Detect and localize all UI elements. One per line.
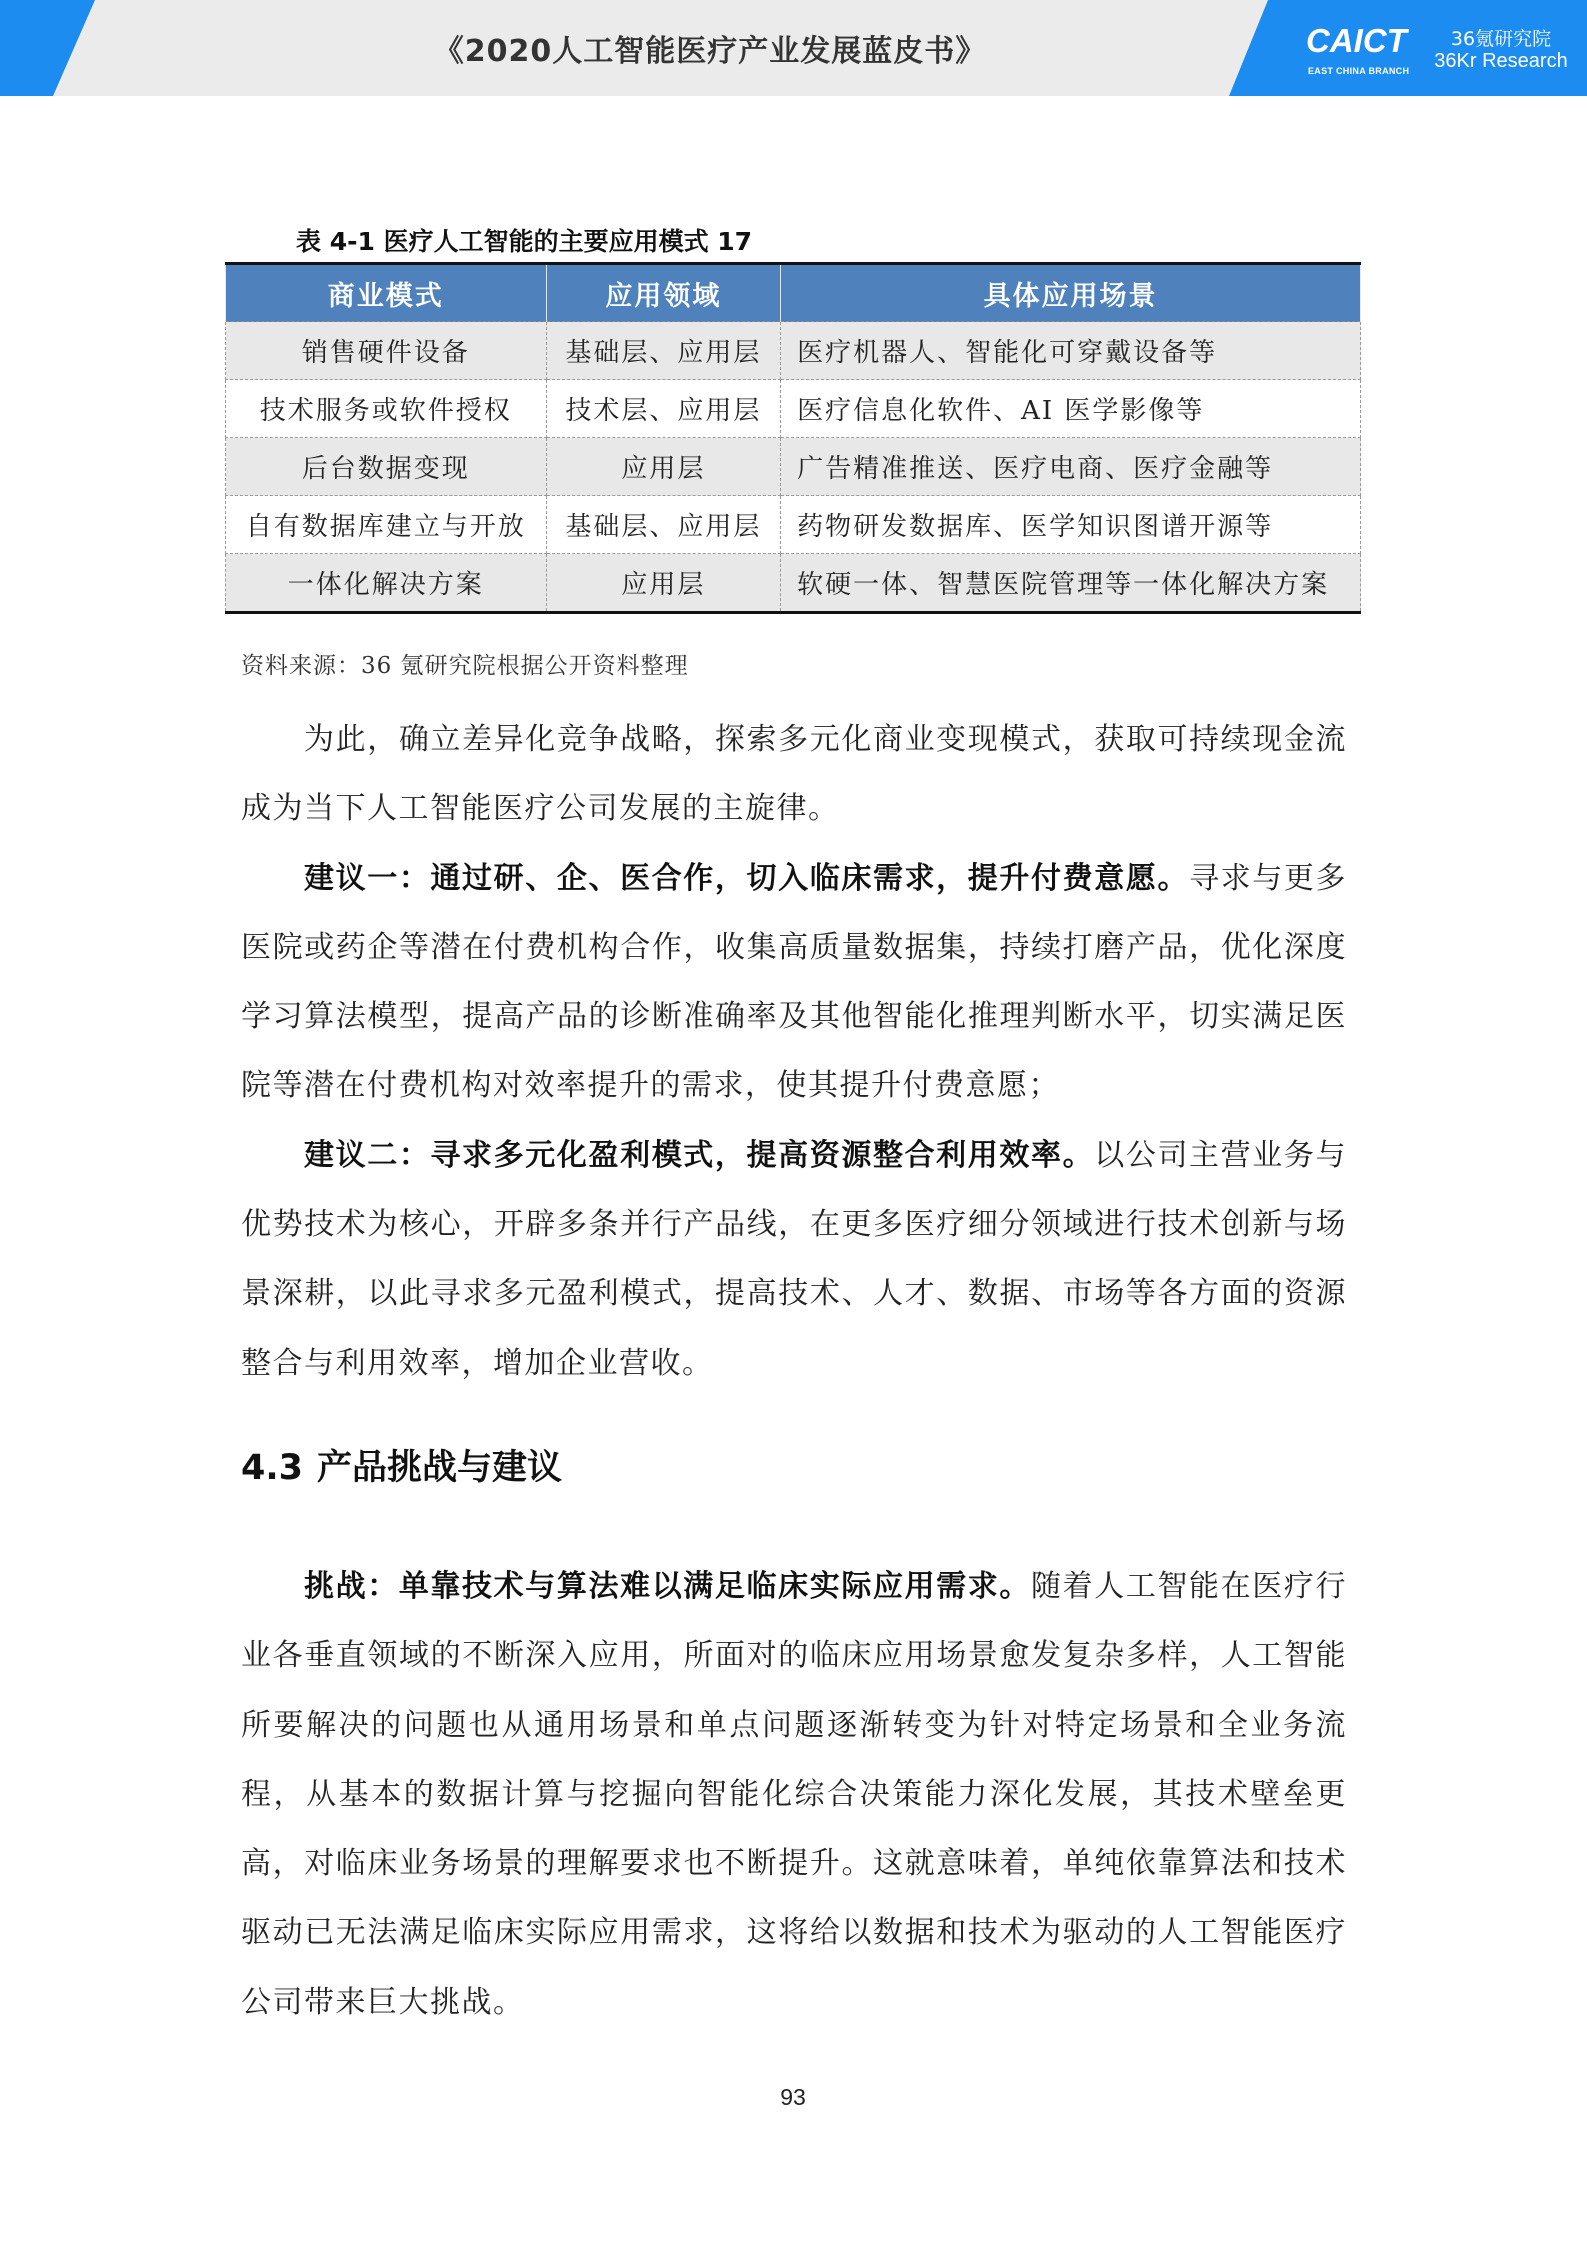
table-header-cell: 具体应用场景 <box>781 264 1361 322</box>
table-cell: 基础层、应用层 <box>546 322 781 380</box>
36kr-logo-en: 36Kr Research <box>1434 50 1568 72</box>
table-cell: 软硬一体、智慧医院管理等一体化解决方案 <box>781 554 1361 613</box>
paragraph-lead: 建议一：通过研、企、医合作，切入临床需求，提升付费意愿。 <box>304 860 1190 896</box>
36kr-logo-cn: 36氪研究院 <box>1450 28 1552 50</box>
caict-logo: CAICT <box>1306 22 1407 59</box>
table-cell: 药物研发数据库、医学知识图谱开源等 <box>781 496 1361 554</box>
table-cell: 自有数据库建立与开放 <box>226 496 547 554</box>
table-cell: 应用层 <box>546 438 781 496</box>
paragraph-text: 随着人工智能在医疗行业各垂直领域的不断深入应用，所面对的临床应用场景愈发复杂多样，人工智能所要解决的问题也从通用场景和单点问题逐渐转变为针对特定场景和全业务流程，从基本的数据计算与挖掘向智能化综合决策能力深化发展，其技术壁垒更高，对临床业务场景的理解要求也不断提升。这就意味着，单纯依靠算法和技术驱动已无法满足临床实际应用需求，这将给以数据和技术为驱动的人工智能医疗公司带来巨大挑战。 <box>241 1569 1347 2020</box>
table-cell: 广告精准推送、医疗电商、医疗金融等 <box>781 438 1361 496</box>
document-title: 《2020人工智能医疗产业发展蓝皮书》 <box>433 34 987 69</box>
paragraph <box>241 1552 1347 2037</box>
table-cell: 销售硬件设备 <box>226 322 547 380</box>
table-row <box>226 322 1361 380</box>
table-cell: 医疗机器人、智能化可穿戴设备等 <box>781 322 1361 380</box>
table-cell: 医疗信息化软件、AI 医学影像等 <box>781 380 1361 438</box>
table-header-cell: 应用领域 <box>546 264 781 322</box>
table-row <box>226 496 1361 554</box>
body-text-block <box>241 705 1347 1398</box>
table-cell: 基础层、应用层 <box>546 496 781 554</box>
paragraph-lead: 挑战：单靠技术与算法难以满足临床实际应用需求。 <box>304 1569 1032 1604</box>
table-cell: 应用层 <box>546 554 781 613</box>
paragraph-text: 寻求与更多医院或药企等潜在付费机构合作，收集高质量数据集，持续打磨产品，优化深度学习算法模型，提高产品的诊断准确率及其他智能化推理判断水平，切实满足医院等潜在付费机构对效率提升的需求，使其提升付费意愿； <box>241 860 1347 1104</box>
section-heading <box>241 1440 562 1490</box>
page-number: 93 <box>780 2084 806 2110</box>
paragraph <box>241 1121 1347 1398</box>
section-text-block <box>241 1552 1347 2037</box>
table-row <box>226 554 1361 613</box>
table-header-cell: 商业模式 <box>226 264 547 322</box>
section-title: 产品挑战与建议 <box>317 1448 563 1488</box>
table-cell: 一体化解决方案 <box>226 554 547 613</box>
paragraph-text: 为此，确立差异化竞争战略，探索多元化商业变现模式，获取可持续现金流成为当下人工智能医疗公司发展的主旋律。 <box>241 722 1347 827</box>
table-header-row <box>226 264 1361 322</box>
table-caption: 表 4-1 医疗人工智能的主要应用模式 17 <box>296 227 753 256</box>
table-row <box>226 380 1361 438</box>
paragraph <box>241 705 1347 844</box>
table-row <box>226 438 1361 496</box>
paragraph-text: 以公司主营业务与优势技术为核心，开辟多条并行产品线，在更多医疗细分领域进行技术创新与场景深耕，以此寻求多元盈利模式，提高技术、人才、数据、市场等各方面的资源整合与利用效率，增加企业营收。 <box>241 1137 1347 1381</box>
business-model-table <box>225 262 1361 614</box>
section-number: 4.3 <box>241 1448 304 1488</box>
paragraph-lead: 建议二：寻求多元化盈利模式，提高资源整合利用效率。 <box>304 1137 1095 1173</box>
table-cell: 技术服务或软件授权 <box>226 380 547 438</box>
table-cell: 后台数据变现 <box>226 438 547 496</box>
caict-branch-label: EAST CHINA BRANCH <box>1308 66 1410 76</box>
table-source-note: 资料来源：36 氪研究院根据公开资料整理 <box>241 653 689 679</box>
table-cell: 技术层、应用层 <box>546 380 781 438</box>
paragraph <box>241 844 1347 1121</box>
